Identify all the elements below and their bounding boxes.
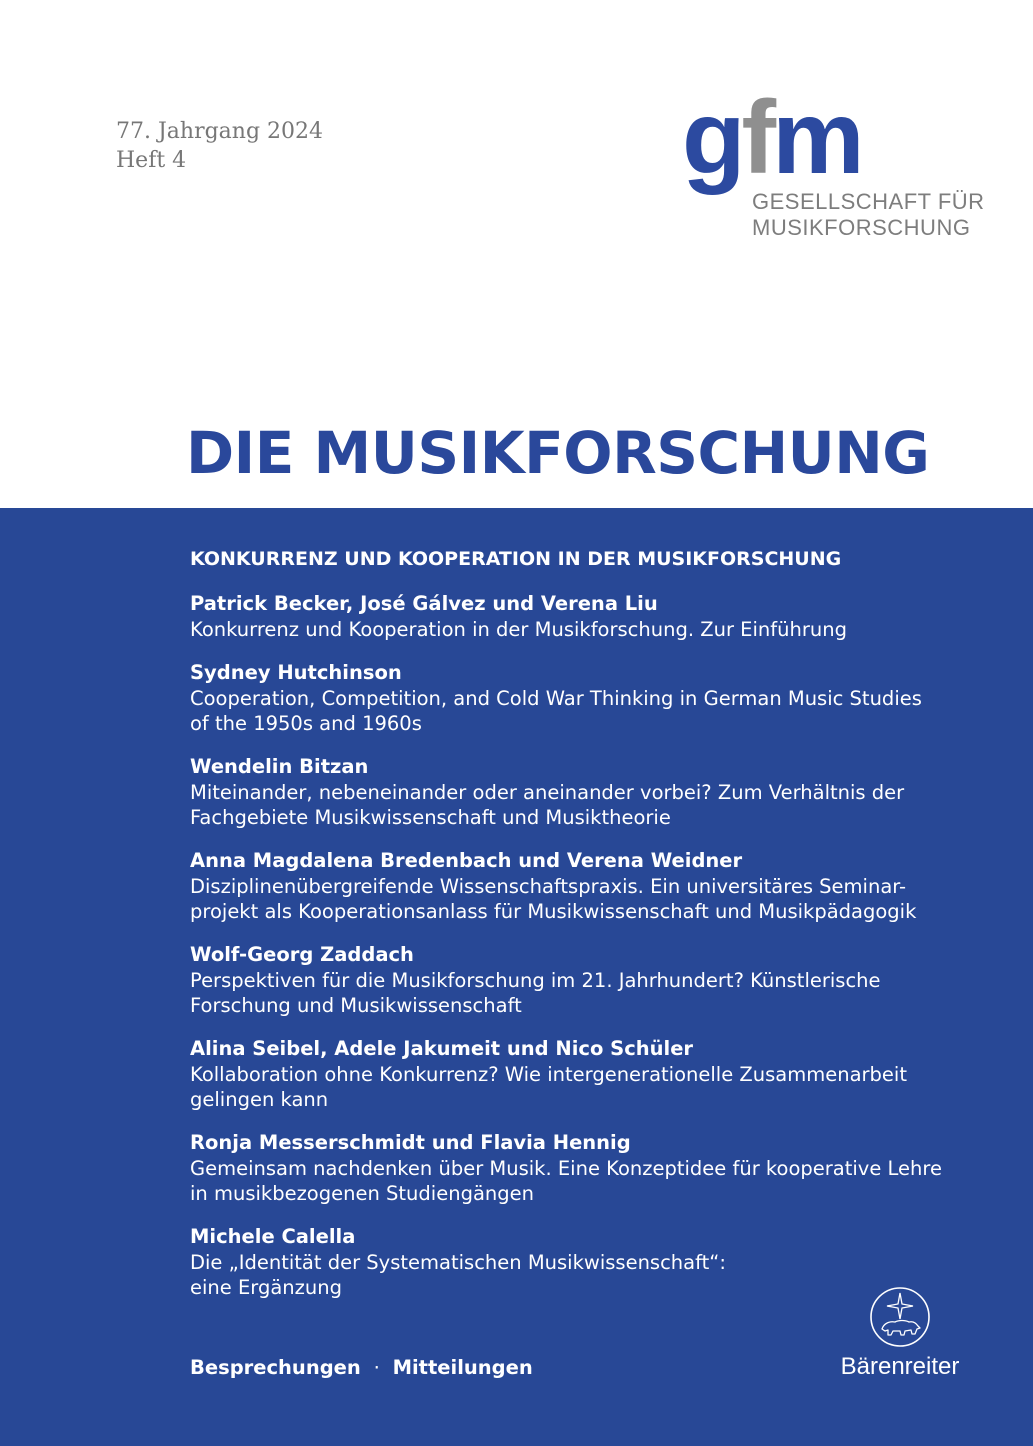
logo-line-2: MUSIKFORSCHUNG [752,215,971,240]
article-title-line: Forschung und Musikwissenschaft [190,994,522,1017]
article-title-line: Miteinander, nebeneinander oder aneinander vorbei? Zum Verhältnis der [190,781,905,804]
article-author: Sydney Hutchinson [190,661,402,684]
article-author: Alina Seibel, Adele Jakumeit und Nico Schüler [190,1037,694,1060]
footer-sections [190,1354,533,1382]
issue-theme: KONKURRENZ UND KOOPERATION IN DER MUSIKFORSCHUNG [190,548,842,570]
article-title-line: Gemeinsam nachdenken über Musik. Eine Konzeptidee für kooperative Lehre [190,1157,942,1180]
reviews-label: Besprechungen [190,1356,361,1379]
article-title [190,874,980,924]
article-title-line: Disziplinenübergreifende Wissenschaftspraxis. Ein universitäres Seminar- [190,875,907,898]
article-entry [190,591,980,642]
article-author: Wendelin Bitzan [190,755,369,778]
article-title-line: Cooperation, Competition, and Cold War Thinking in German Music Studies [190,687,922,710]
article-entry [190,754,980,830]
issue-number: Heft 4 [116,148,187,173]
publisher-name: Bärenreiter [840,1353,960,1380]
table-of-contents [190,545,980,1318]
article-entry [190,942,980,1018]
journal-title: DIE MUSIKFORSCHUNG [186,419,930,487]
logo-letter-f: f [741,80,773,196]
logo-letter-m: m [772,80,861,196]
article-title [190,1156,980,1206]
article-title [190,1062,980,1112]
publisher-logo [832,1285,968,1385]
article-author: Patrick Becker, José Gálvez und Verena Liu [190,592,658,615]
article-entry [190,1036,980,1112]
gfm-logo [682,80,985,248]
article-title [190,780,980,830]
article-title-line: Fachgebiete Musikwissenschaft und Musiktheorie [190,806,671,829]
notices-label: Mitteilungen [392,1356,533,1379]
article-entry [190,848,980,924]
article-title-line: eine Ergänzung [190,1276,342,1299]
article-title-line: in musikbezogenen Studiengängen [190,1182,534,1205]
logo-mark [682,80,861,196]
separator-dot: · [373,1356,380,1379]
logo-line-1: GESELLSCHAFT FÜR [752,189,985,214]
article-list [190,591,980,1300]
bear-star-emblem-icon [868,1285,932,1349]
article-title-line: Die „Identität der Systematischen Musikwissenschaft“: [190,1251,726,1274]
issue-volume: 77. Jahrgang 2024 [116,119,324,144]
article-title-line: Konkurrenz und Kooperation in der Musikforschung. Zur Einführung [190,618,847,641]
article-author: Michele Calella [190,1225,356,1248]
article-entry [190,660,980,736]
article-title-line: projekt als Kooperationsanlass für Musikwissenschaft und Musikpädagogik [190,900,917,923]
article-title [190,686,980,736]
article-author: Wolf-Georg Zaddach [190,943,414,966]
article-author: Anna Magdalena Bredenbach und Verena Weidner [190,849,743,872]
article-entry [190,1130,980,1206]
article-title-line: of the 1950s and 1960s [190,712,422,735]
article-title [190,617,980,642]
logo-society-name [752,189,985,241]
article-author: Ronja Messerschmidt und Flavia Hennig [190,1131,631,1154]
logo-letter-g: g [682,80,742,196]
article-title-line: Perspektiven für die Musikforschung im 21. Jahrhundert? Künstlerische [190,969,881,992]
issue-info [116,117,323,175]
article-title [190,968,980,1018]
article-title-line: Kollaboration ohne Konkurrenz? Wie intergenerationelle Zusammenarbeit [190,1063,907,1086]
article-title-line: gelingen kann [190,1088,329,1111]
